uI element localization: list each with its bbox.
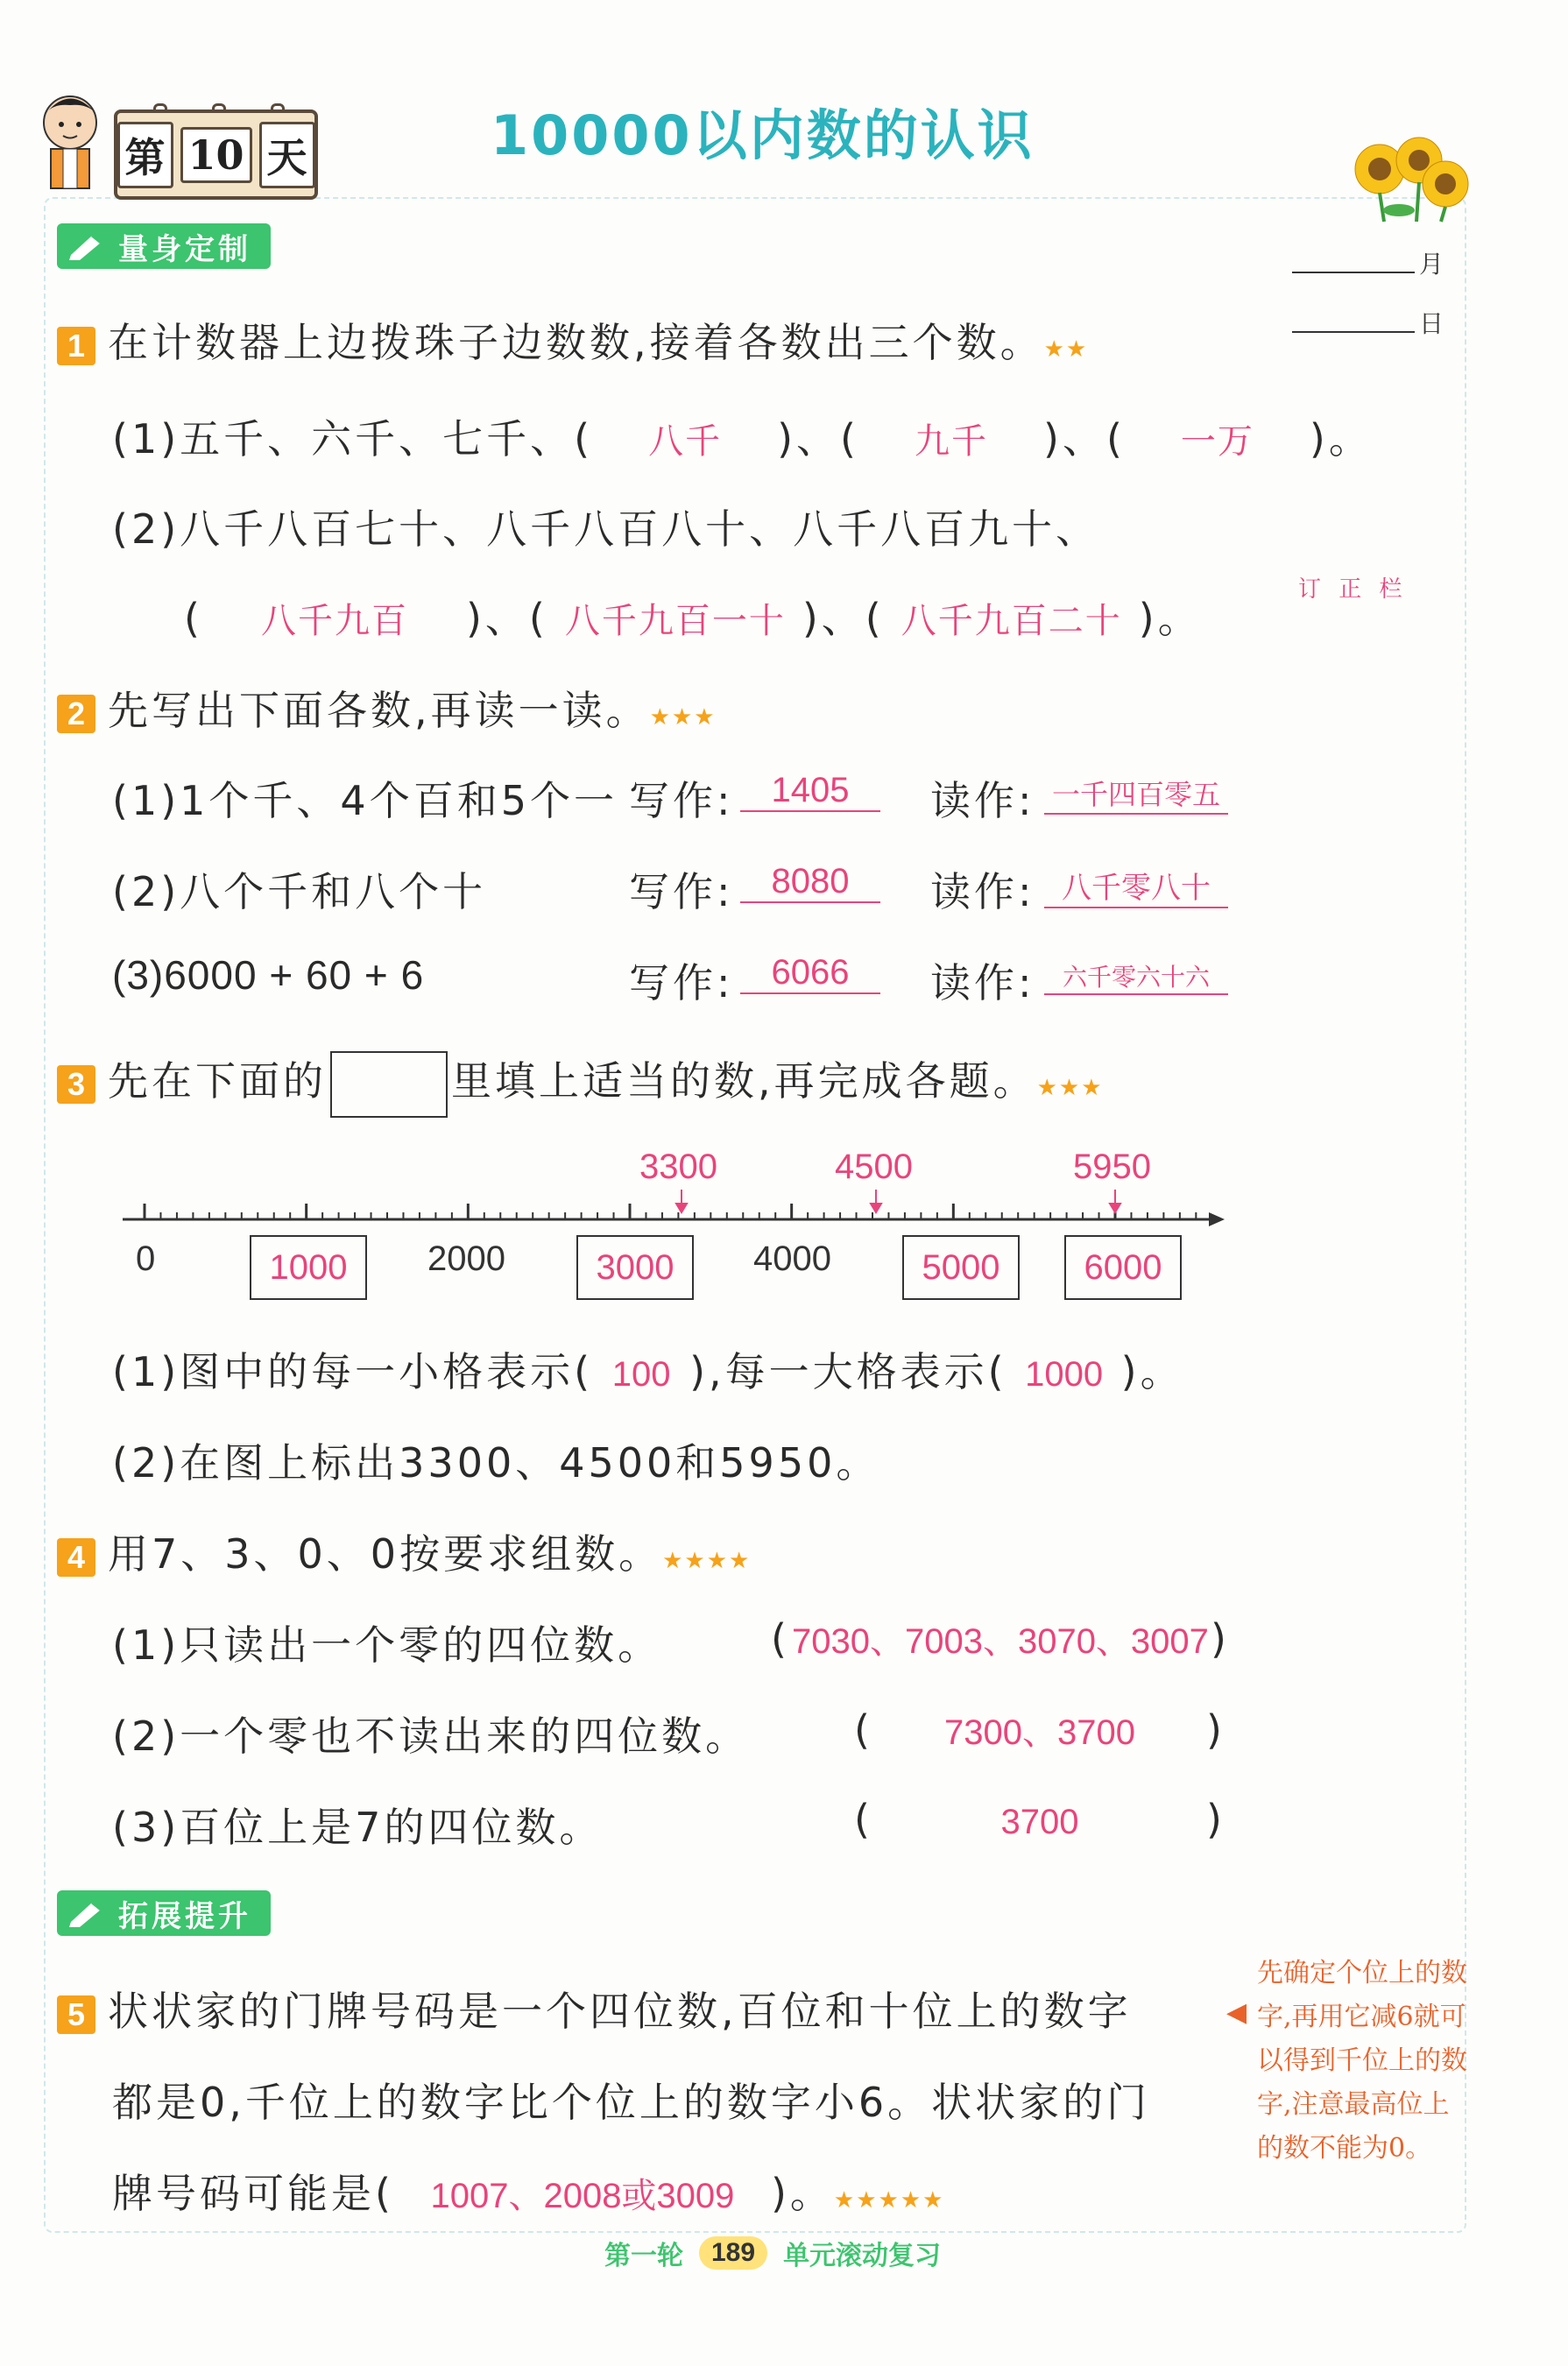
q4-row1-answer[interactable]: 7030、7003、3070、3007: [791, 1622, 1209, 1661]
footer-right: 单元滚动复习: [783, 2241, 942, 2271]
q2-row1-read-label: 读作:: [930, 777, 1035, 824]
section-tag-extend: [57, 1890, 271, 1936]
q1-text: 在计数器上边拨珠子边数数,接着各数出三个数。: [108, 319, 1044, 366]
q4-row3-answer[interactable]: 3700: [1000, 1803, 1079, 1841]
q5-answer[interactable]: 1007、2008或3009: [430, 2177, 735, 2215]
q3-p1-text-a: (1)图中的每一小格表示(: [112, 1348, 594, 1395]
q1-p2-answer2[interactable]: 八千九百一十: [564, 601, 786, 641]
q2-text: 先写出下面各数,再读一读。: [108, 687, 650, 734]
footer-left: 第一轮: [604, 2241, 683, 2271]
q4-stars: ★★★★: [662, 1548, 752, 1574]
tick-label-2000: 2000: [427, 1240, 505, 1278]
q3-text-b: 里填上适当的数,再完成各题。: [451, 1057, 1037, 1105]
section-custom-label: 量身定制: [118, 231, 251, 267]
q4-text: 用7、3、0、0按要求组数。: [108, 1530, 663, 1578]
q2-row1-write-answer[interactable]: 1405: [740, 771, 880, 812]
q3-p1-answer2[interactable]: 1000: [1025, 1355, 1104, 1394]
q2-row2-read-label: 读作:: [930, 868, 1035, 915]
box-answer-3000[interactable]: 3000: [576, 1235, 694, 1300]
q5-stars: ★★★★★: [833, 2187, 945, 2214]
mark-5950: 5950: [1073, 1148, 1151, 1186]
q3-stars: ★★★: [1036, 1075, 1104, 1101]
q4-row2-answer[interactable]: 7300、3700: [943, 1713, 1135, 1752]
month-label: 月: [1419, 250, 1444, 279]
q3-p1-text-c: )。: [1120, 1348, 1184, 1395]
q4-prompt: [57, 1522, 751, 1580]
side-note: 先确定个位上的数字,再用它减6就可以得到千位上的数字,注意最高位上的数不能为0。: [1257, 1958, 1467, 2164]
q3-p1-text-b: ),每一大格表示(: [689, 1348, 1007, 1395]
q3-text-a: 先在下面的: [108, 1057, 327, 1105]
q1-part2-answers: ( 八千九百 )、( 八千九百一十 )、( 八千九百二十 )。: [184, 595, 1202, 642]
day-prefix: 第: [117, 122, 173, 188]
q4-number: 4: [57, 1538, 95, 1577]
q2-row1-prompt: (1)1个千、4个百和5个一: [112, 777, 618, 824]
q1-part1: (1)五千、六千、七千、( 八千 )、( 九千 )、( 一万 )。: [112, 415, 1373, 463]
q2-number: 2: [57, 695, 95, 733]
q2-row3-read-answer[interactable]: 六千零六十六: [1044, 958, 1228, 995]
mark-4500: 4500: [835, 1148, 913, 1186]
q2-row3-write-label: 写作:: [629, 959, 734, 1006]
q2-row2-write-answer[interactable]: 8080: [740, 862, 880, 903]
q5-number: 5: [57, 1995, 95, 2034]
page-title: 10000以内数的认识: [491, 103, 1035, 167]
q4-row3-prompt: (3)百位上是7的四位数。: [112, 1804, 604, 1851]
correction-label: 订 正 栏: [1298, 576, 1408, 603]
day-number: 10: [180, 127, 252, 183]
q4-row3-answer-wrap: ( 3700 ): [854, 1796, 1225, 1843]
q4-row1-prompt: (1)只读出一个零的四位数。: [112, 1621, 662, 1669]
q2-row1-read-answer[interactable]: 一千四百零五: [1044, 773, 1228, 815]
q3-part1: [112, 1340, 1184, 1398]
q1-p2-answer3[interactable]: 八千九百二十: [901, 601, 1122, 641]
pencil-icon: [66, 1897, 108, 1929]
q4-row1-answer-wrap: (7030、7003、3070、3007): [771, 1615, 1230, 1663]
q5-text-line3a: 牌号码可能是(: [112, 2170, 394, 2217]
date-label: 日: [1419, 309, 1444, 338]
box-answer-6000[interactable]: 6000: [1064, 1235, 1182, 1300]
q2-row2-prompt: (2)八个千和八个十: [112, 868, 487, 915]
q2-row3-read-label: 读作:: [930, 959, 1035, 1006]
footer: [604, 2234, 941, 2272]
q2-row1-write-label: 写作:: [629, 777, 734, 824]
q3-p1-answer1[interactable]: 100: [611, 1355, 671, 1394]
q5-text-line1: 状状家的门牌号码是一个四位数,百位和十位上的数字: [108, 1988, 1132, 2035]
q4-row2-answer-wrap: ( 7300、3700 ): [854, 1706, 1225, 1754]
q2-row2-read-answer[interactable]: 八千零八十: [1044, 864, 1228, 908]
tick-label-4000: 4000: [753, 1240, 831, 1278]
q1-number: 1: [57, 327, 95, 365]
q3-part2: (2)在图上标出3300、4500和5950。: [112, 1439, 880, 1487]
day-suffix: 天: [259, 122, 315, 188]
q2-row3-write-answer[interactable]: 6066: [740, 953, 880, 994]
page-number: 189: [699, 2236, 767, 2270]
tick-label-0: 0: [136, 1240, 156, 1278]
q5-line1: [57, 1980, 1132, 2038]
q1-p1-text: (1)五千、六千、七千、(: [112, 415, 594, 463]
q1-p1-answer3[interactable]: 一万: [1180, 421, 1254, 462]
q2-stars: ★★★: [649, 704, 717, 731]
section-extend-label: 拓展提升: [118, 1898, 251, 1934]
q4-row2-prompt: (2)一个零也不读出来的四位数。: [112, 1713, 750, 1760]
q5-text-line3b: )。: [770, 2170, 834, 2217]
q2-row2-write-label: 写作:: [629, 868, 734, 915]
q1-p2-answer1[interactable]: 八千九百: [260, 601, 408, 641]
q3-number: 3: [57, 1065, 95, 1104]
q5-line2: 都是0,千位上的数字比个位上的数字小6。状状家的门: [112, 2079, 1151, 2126]
q1-p1-answer2[interactable]: 九千: [915, 421, 989, 462]
box-answer-1000[interactable]: 1000: [250, 1235, 367, 1300]
q2-row3-prompt: (3)6000 + 60 + 6: [112, 952, 425, 998]
q5-line3: [112, 2162, 944, 2220]
mark-3300: 3300: [639, 1148, 717, 1186]
q1-stars: ★★: [1043, 336, 1089, 363]
arrow-left-icon: ◀: [1226, 1997, 1247, 2028]
q1-part2: (2)八千八百七十、八千八百八十、八千八百九十、: [112, 505, 1100, 553]
box-answer-5000[interactable]: 5000: [902, 1235, 1020, 1300]
q1-p1-answer1[interactable]: 八千: [648, 421, 723, 462]
